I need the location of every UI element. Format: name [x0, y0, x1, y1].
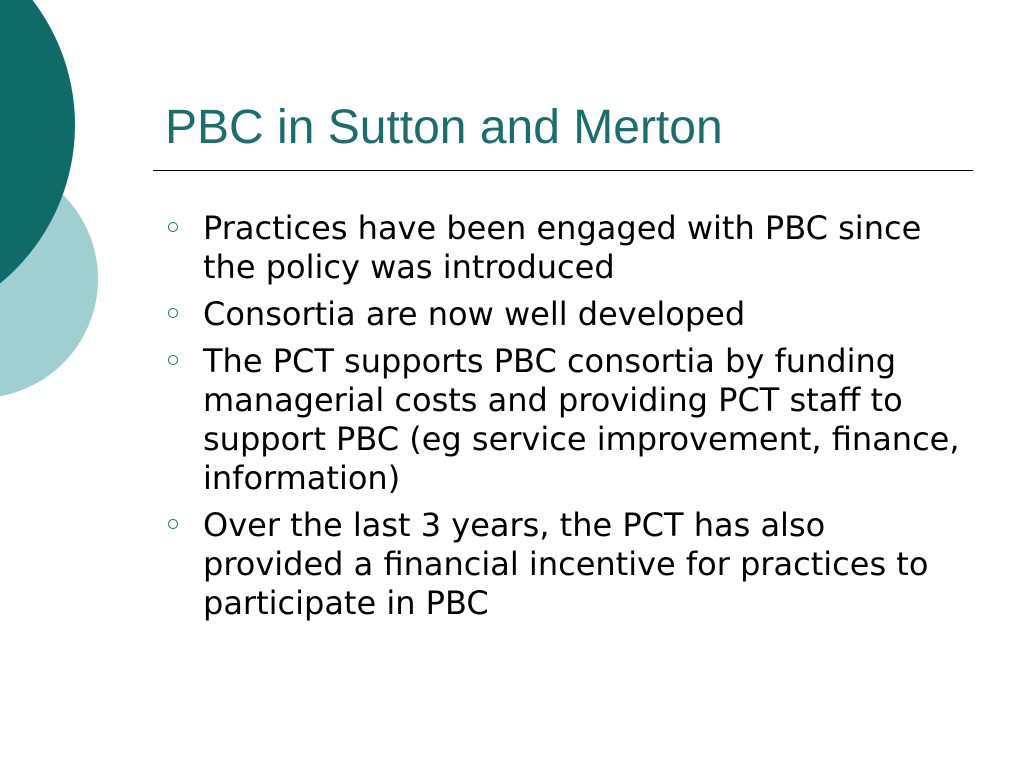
bullet-circle-icon	[168, 355, 178, 365]
bullet-item	[166, 342, 966, 498]
bullet-text: The PCT supports PBC consortia by funding managerial costs and providing PCT staff to support PBC (eg service improvement, finance, information)	[203, 342, 960, 497]
bullet-text: Consortia are now well developed	[203, 295, 746, 333]
bullet-text: Practices have been engaged with PBC since the policy was introduced	[203, 209, 922, 286]
bullet-item	[166, 506, 966, 623]
bullet-circle-icon	[168, 308, 178, 318]
bullet-item	[166, 209, 966, 287]
title-divider	[153, 170, 973, 171]
slide-title: PBC in Sutton and Merton	[165, 101, 723, 154]
bullet-list	[166, 209, 966, 631]
bullet-circle-icon	[168, 222, 178, 232]
bullet-circle-icon	[168, 519, 178, 529]
bullet-item	[166, 295, 966, 334]
bullet-text: Over the last 3 years, the PCT has also provided a financial incentive for practices to participate in PBC	[203, 506, 929, 622]
